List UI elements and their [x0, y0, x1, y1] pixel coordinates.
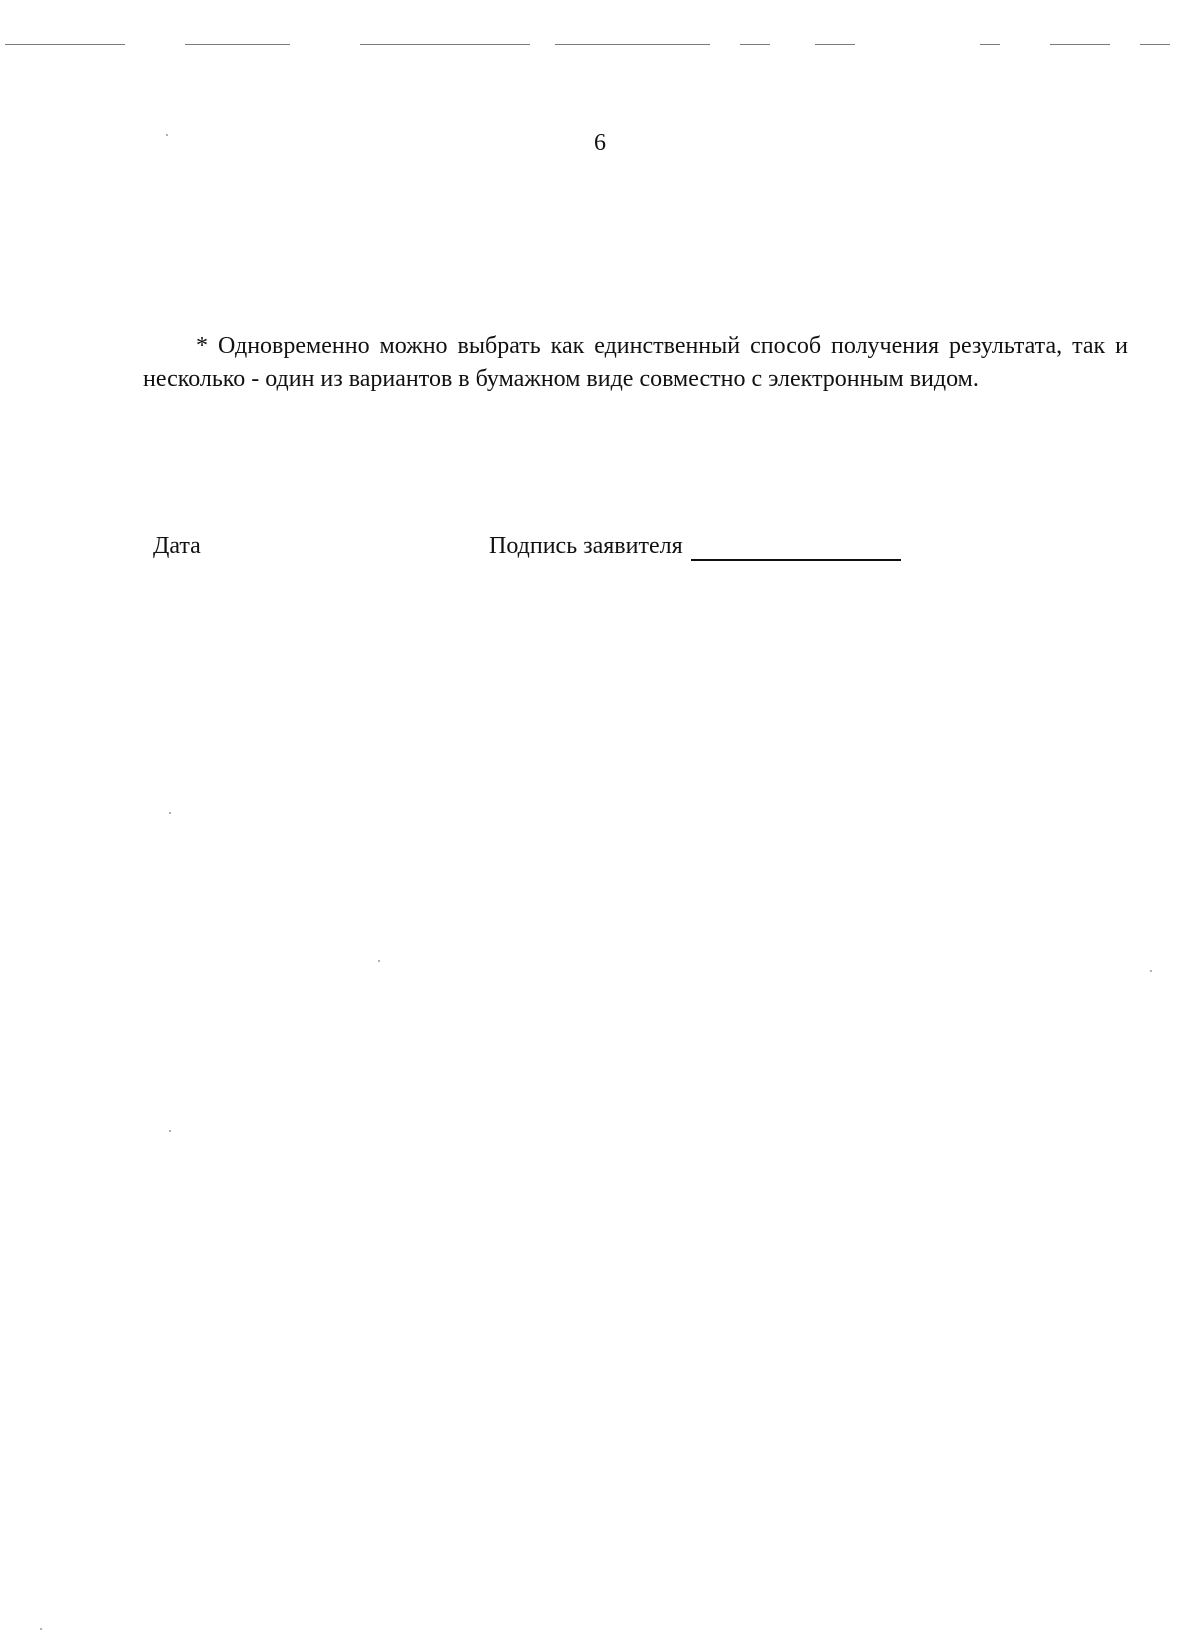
- scan-top-edge: [0, 44, 1200, 46]
- date-label: Дата: [153, 533, 201, 559]
- signature-label: Подпись заявителя: [489, 533, 683, 559]
- page-number: 6: [594, 130, 606, 156]
- scan-speck: [40, 1628, 42, 1630]
- scan-speck: [169, 812, 171, 814]
- scan-speck: [169, 1130, 171, 1132]
- scan-speck: [1150, 970, 1152, 972]
- scan-speck: [166, 134, 168, 136]
- footnote-text: * Одновременно можно выбрать как единственный способ получения результата, так и несколько - один из вариантов в бумажном виде совместно с электронным видом.: [143, 333, 1128, 392]
- scan-speck: [378, 960, 380, 962]
- signature-line[interactable]: [691, 537, 901, 561]
- signature-block: [489, 531, 901, 561]
